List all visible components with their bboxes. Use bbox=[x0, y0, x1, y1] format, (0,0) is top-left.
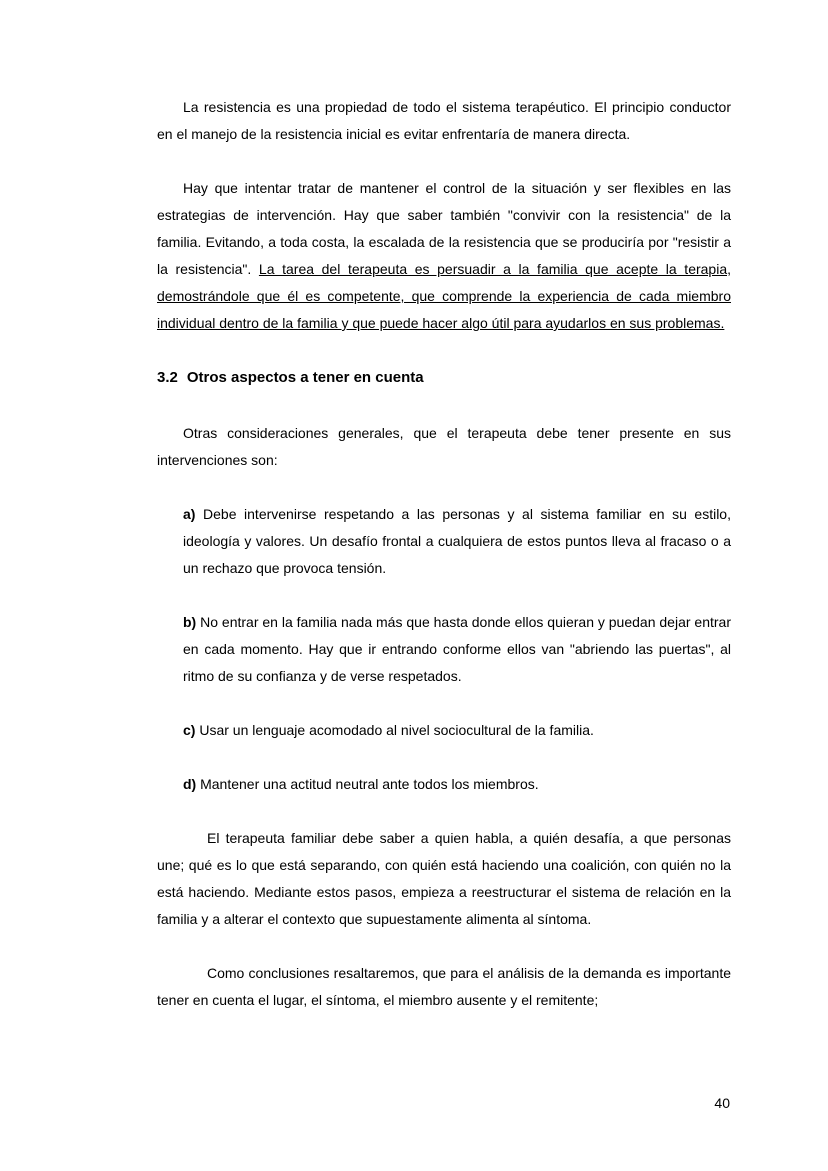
document-body bbox=[157, 94, 731, 1041]
paragraph-terapeuta-familiar: El terapeuta familiar debe saber a quien habla, a quién desafía, a que personas une; qué es lo que está separando, con quién está haciendo una coalición, con quién no la está haciendo. Mediante estos pasos, empieza a reestructurar el sistema de relación en la familia y a alterar el contexto que supuestamente alimenta al síntoma. bbox=[157, 830, 731, 927]
list-item-c-label: c) bbox=[183, 722, 196, 738]
paragraph-convivir bbox=[157, 175, 731, 337]
list-item-a bbox=[183, 501, 731, 582]
list-item-d-label: d) bbox=[183, 776, 197, 792]
paragraph-convivir-text: Hay que intentar tratar de mantener el control de la situación y ser flexibles en las estrategias de intervención. Hay que saber también "convivir con la resistencia" de la familia. Evitando, a toda costa, la escalada de la resistencia que se produciría por "resistir a la resistencia". bbox=[157, 180, 731, 277]
list-item-a-text: Debe intervenirse respetando a las personas y al sistema familiar en su estilo, ideología y valores. Un desafío frontal a cualquiera de estos puntos lleva al fracaso o a un rechazo que provoca tensión. bbox=[183, 506, 731, 576]
paragraph-conclusiones: Como conclusiones resaltaremos, que para el análisis de la demanda es importante tener en cuenta el lugar, el síntoma, el miembro ausente y el remitente; bbox=[157, 965, 731, 1008]
page-number: 40 bbox=[714, 1095, 730, 1111]
section-heading-title: Otros aspectos a tener en cuenta bbox=[186, 369, 424, 386]
section-heading-number: 3.2 bbox=[157, 369, 178, 386]
list-item-d bbox=[183, 771, 731, 798]
list-item-b bbox=[183, 609, 731, 690]
list-item-d-text: Mantener una actitud neutral ante todos los miembros. bbox=[196, 776, 539, 792]
list-item-b-text: No entrar en la familia nada más que hasta donde ellos quieran y puedan dejar entrar en cada momento. Hay que ir entrando conforme ellos van "abriendo las puertas", al ritmo de su confianza y de verse respetados. bbox=[183, 614, 731, 684]
list-item-c-text: Usar un lenguaje acomodado al nivel sociocultural de la familia. bbox=[195, 722, 594, 738]
underlined-tarea-terapeuta: La tarea del terapeuta es persuadir a la familia que acepte la terapia, demostrándole que él es competente, que comprende la experiencia de cada miembro individual dentro de la familia y que puede hacer algo útil para ayudarlos en sus problemas. bbox=[157, 261, 731, 331]
paragraph-resistencia: La resistencia es una propiedad de todo el sistema terapéutico. El principio conductor en el manejo de la resistencia inicial es evitar enfrentaría de manera directa. bbox=[157, 99, 731, 142]
list-item-b-label: b) bbox=[183, 614, 197, 630]
paragraph-consideraciones: Otras consideraciones generales, que el terapeuta debe tener presente en sus intervenciones son: bbox=[157, 425, 731, 468]
section-heading-3-2 bbox=[157, 364, 731, 391]
list-item-c bbox=[183, 717, 731, 744]
list-item-a-label: a) bbox=[183, 506, 196, 522]
